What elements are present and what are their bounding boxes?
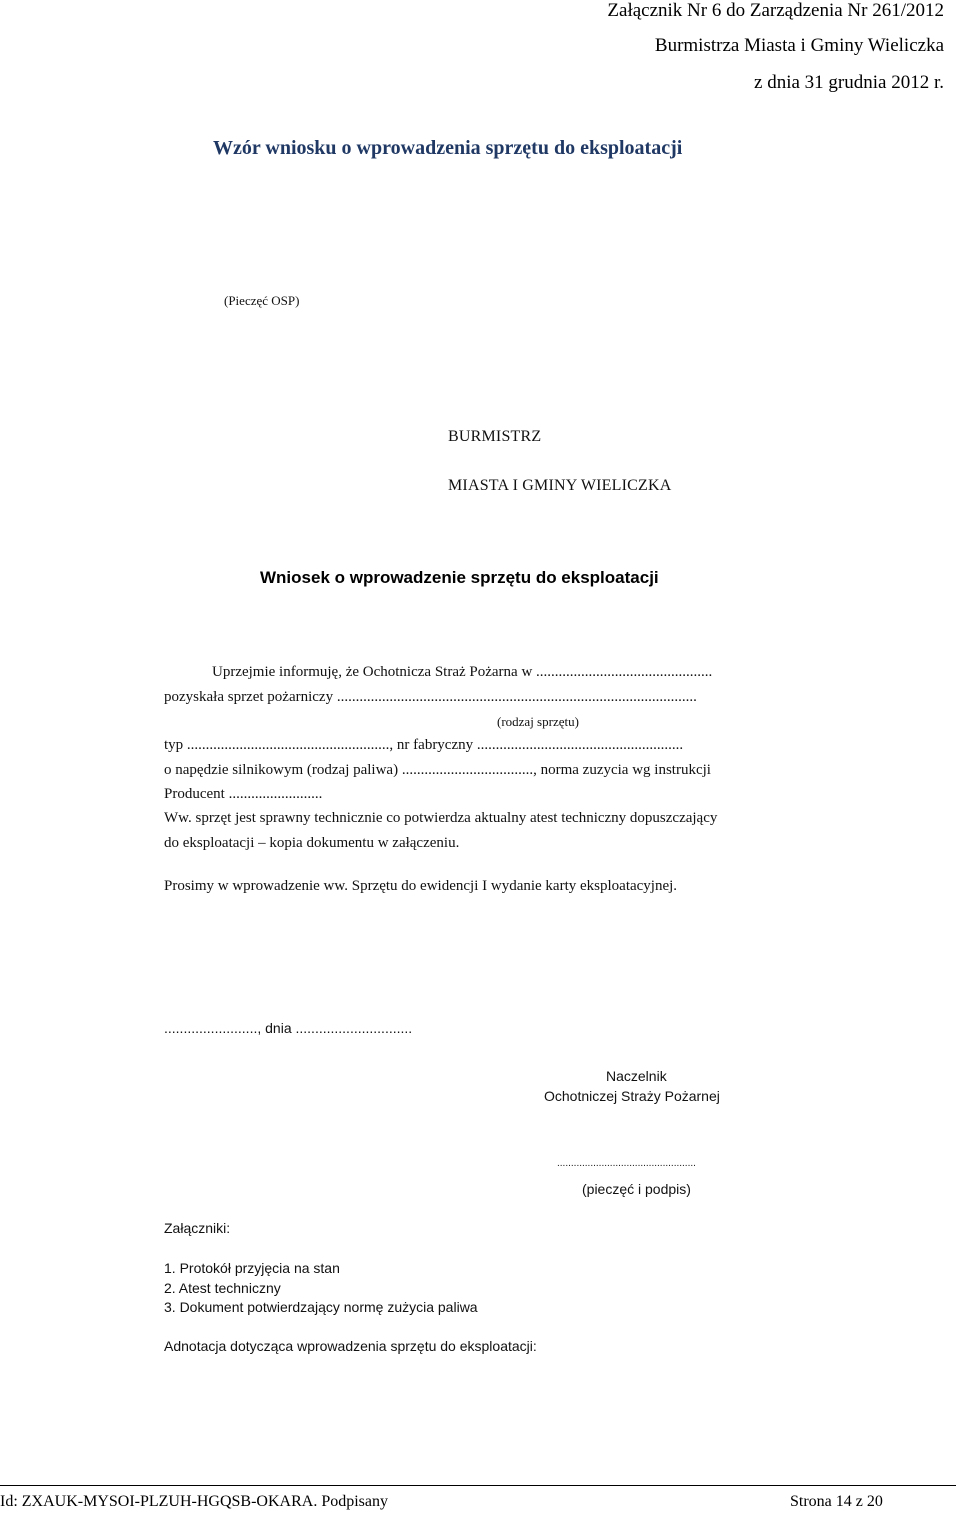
attachment-item: 1. Protokół przyjęcia na stan — [164, 1260, 340, 1276]
header-line-date: z dnia 31 grudnia 2012 r. — [754, 72, 944, 93]
header-line-annex: Załącznik Nr 6 do Zarządzenia Nr 261/2012 — [607, 0, 944, 21]
body-line-3: (rodzaj sprzętu) — [497, 714, 579, 729]
body-line-8: do eksploatacji – kopia dokumentu w załączeniu. — [164, 835, 460, 851]
signatory-line-2: Ochotniczej Straży Pożarnej — [544, 1088, 720, 1104]
body-line-9: Prosimy w wprowadzenie ww. Sprzętu do ewidencji I wydanie karty eksploatacyjnej. — [164, 878, 678, 894]
body-line-1: Uprzejmie informuję, że Ochotnicza Straż Pożarna w ............................................... — [212, 664, 713, 680]
body-line-5: o napędzie silnikowym (rodzaj paliwa) ..................................., norma zuzycia wg instrukcji — [164, 762, 711, 778]
footer-page-number: Strona 14 z 20 — [790, 1493, 883, 1510]
addressee-line-2: MIASTA I GMINY WIELICZKA — [448, 477, 672, 494]
footer-document-id: Id: ZXAUK-MYSOI-PLZUH-HGQSB-OKARA. Podpisany — [0, 1493, 388, 1510]
signatory-line-1: Naczelnik — [606, 1068, 667, 1084]
attachment-item: 2. Atest techniczny — [164, 1280, 281, 1296]
attachment-item: 3. Dokument potwierdzający normę zużycia paliwa — [164, 1299, 478, 1315]
stamp-placeholder: (Pieczęć OSP) — [224, 293, 300, 308]
footer-divider — [0, 1485, 956, 1486]
body-line-7: Ww. sprzęt jest sprawny technicznie co potwierdza aktualny atest techniczny dopuszczający — [164, 810, 718, 826]
signature-caption: (pieczęć i podpis) — [582, 1181, 691, 1197]
signature-dots: .................................................. — [557, 1158, 696, 1169]
body-line-2: pozyskała sprzet pożarniczy ................................................................................................ — [164, 689, 697, 705]
attachments-heading: Załączniki: — [164, 1220, 231, 1236]
addressee-line-1: BURMISTRZ — [448, 428, 542, 445]
body-line-4: typ ......................................................, nr fabryczny ....................................................... — [164, 737, 684, 753]
annotation-line: Adnotacja dotycząca wprowadzenia sprzętu do eksploatacji: — [164, 1338, 537, 1354]
date-line: ........................, dnia .............................. — [164, 1020, 413, 1036]
body-line-6: Producent ......................... — [164, 786, 323, 802]
header-line-issuer: Burmistrza Miasta i Gminy Wieliczka — [654, 35, 944, 56]
form-title: Wniosek o wprowadzenie sprzętu do eksploatacji — [260, 568, 659, 587]
document-title: Wzór wniosku o wprowadzenia sprzętu do eksploatacji — [213, 137, 683, 159]
